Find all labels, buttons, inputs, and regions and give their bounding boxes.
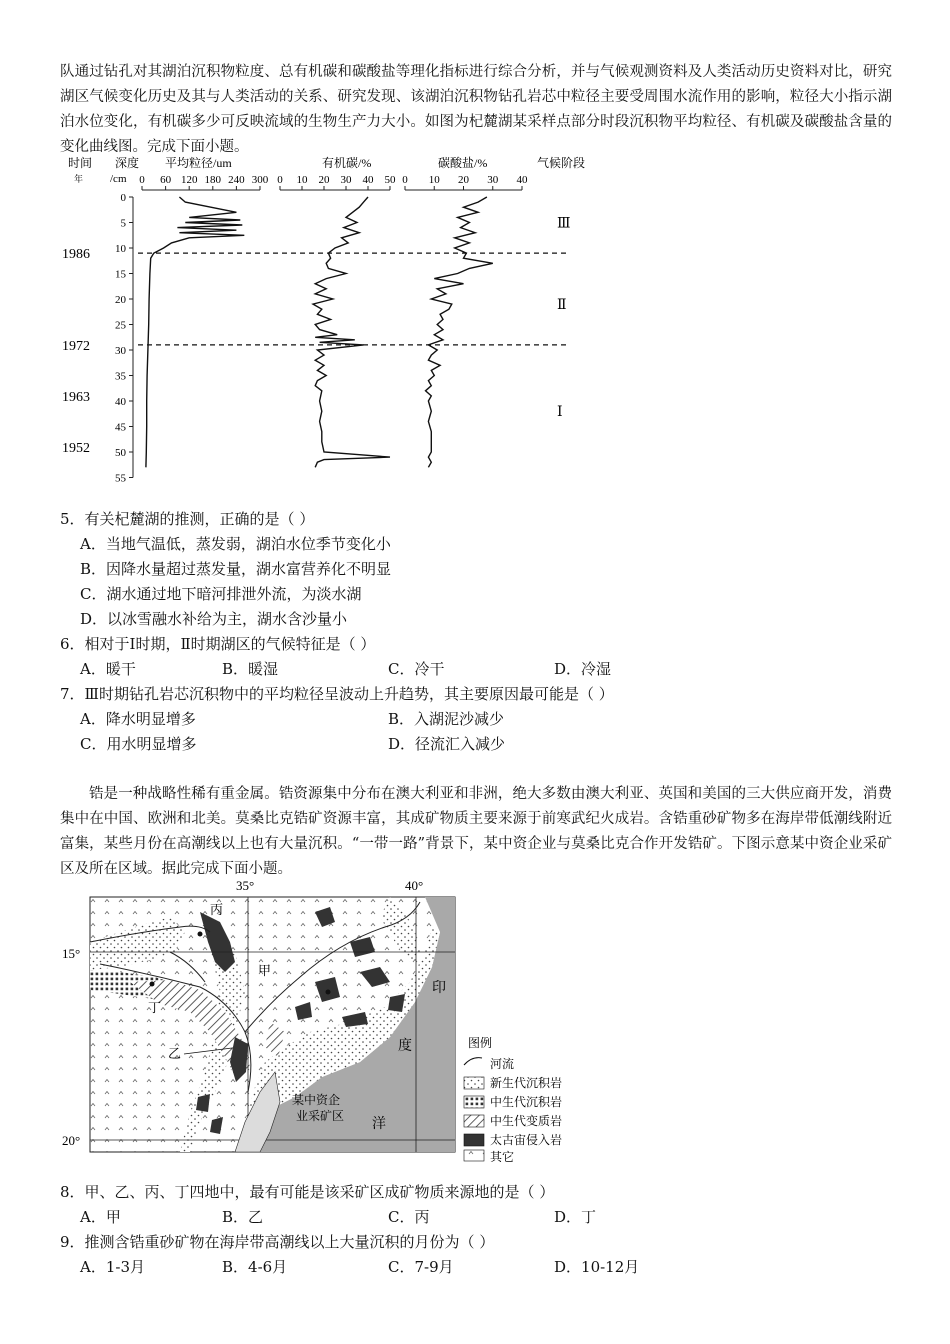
year-label: 1986 bbox=[62, 247, 90, 263]
grain-label: 平均粒径/um bbox=[165, 156, 232, 170]
legend-mesozoic: 中生代沉积岩 bbox=[490, 1095, 563, 1109]
stage-label: Ⅲ bbox=[557, 216, 571, 232]
q6-option-c[interactable]: C．冷干 bbox=[388, 660, 445, 678]
depth-tick-label: 50 bbox=[115, 447, 126, 459]
q7-option-c[interactable]: C．用水明显增多 bbox=[80, 735, 197, 753]
place-yi: 乙 bbox=[168, 1046, 182, 1061]
depth-tick-label: 30 bbox=[115, 345, 126, 357]
panel-tick-label: 240 bbox=[228, 174, 245, 186]
legend-other-swatch bbox=[464, 1150, 484, 1161]
panel-tick-label: 60 bbox=[160, 174, 172, 186]
q7-option-a[interactable]: A．降水明显增多 bbox=[80, 710, 196, 728]
carbonate-label: 碳酸盐/% bbox=[438, 156, 488, 170]
stage-label: Ⅱ bbox=[557, 298, 567, 314]
legend-metamorphic-swatch bbox=[464, 1115, 484, 1127]
passage-lake: 队通过钻孔对其湖泊沉积物粒度、总有机碳和碳酸盐等理化指标进行综合分析，并与气候观测资料及人类活动历史资料对比，研究湖区气候变化历史及其与人类活动的关系、研究发现、该湖泊沉积物钻孔岩芯中粒径主要受周围水流作用的影响，粒径大小指示湖泊水位变化，有机碳多少可反映流域的生物生产力大小。如图为杞麓湖某采样点部分时段沉积物平均粒径、有机碳及碳酸盐含量的变化曲线图。完成下面小题。 bbox=[60, 64, 892, 155]
place-bing-dot bbox=[198, 932, 203, 937]
panel-tick-label: 30 bbox=[340, 174, 352, 186]
panel-tick-label: 30 bbox=[487, 174, 499, 186]
mozambique-map bbox=[60, 872, 605, 1162]
panel-tick-label: 0 bbox=[277, 174, 283, 186]
place-bing: 丙 bbox=[210, 902, 224, 917]
q9-stem: 9．推测含锆重砂矿物在海岸带高潮线以上大量沉积的月份为（ ） bbox=[60, 1233, 495, 1251]
depth-tick-label: 5 bbox=[120, 217, 126, 230]
sediment-chart bbox=[60, 152, 620, 497]
lat-15: 15° bbox=[62, 946, 81, 961]
q6-stem: 6．相对于Ⅰ时期，Ⅱ时期湖区的气候特征是（ ） bbox=[60, 635, 376, 653]
q5-stem: 5．有关杞麓湖的推测，正确的是（ ） bbox=[60, 510, 315, 528]
depth-tick-label: 25 bbox=[115, 319, 126, 332]
legend-cenozoic: 新生代沉积岩 bbox=[490, 1076, 563, 1090]
q9-option-a[interactable]: A．1-3月 bbox=[80, 1258, 145, 1276]
q6-option-b[interactable]: B．暖湿 bbox=[222, 660, 279, 678]
panel-tick-label: 20 bbox=[458, 174, 469, 186]
lon-40: 40° bbox=[405, 878, 424, 893]
mine-label-1: 某中资企 bbox=[292, 1093, 341, 1107]
q8-option-b[interactable]: B．乙 bbox=[222, 1208, 264, 1226]
panel-tick-label: 10 bbox=[428, 174, 440, 186]
q7-stem: 7．Ⅲ时期钻孔岩芯沉积物中的平均粒径呈波动上升趋势，其主要原因最可能是（ ） bbox=[60, 685, 614, 703]
q9-option-d[interactable]: D．10-12月 bbox=[554, 1258, 640, 1276]
panel-tick-label: 300 bbox=[251, 174, 269, 186]
stage-label: 气候阶段 bbox=[537, 156, 586, 170]
ocean-label-3: 洋 bbox=[372, 1117, 386, 1132]
series-line-2 bbox=[426, 197, 493, 467]
q5-option-d[interactable]: D．以冰雪融水补给为主，湖水含沙量小 bbox=[80, 610, 348, 628]
panel-tick-label: 40 bbox=[516, 174, 528, 186]
depth-tick-label: 35 bbox=[115, 370, 126, 383]
panel-tick-label: 0 bbox=[402, 174, 408, 186]
q6-option-a[interactable]: A．暖干 bbox=[80, 660, 136, 678]
year-label: 1963 bbox=[62, 389, 90, 405]
ocean-label-1: 印 bbox=[432, 981, 446, 996]
place-jia-dot bbox=[326, 990, 331, 995]
legend-metamorphic: 中生代变质岩 bbox=[490, 1114, 563, 1128]
depth-tick-label: 10 bbox=[115, 243, 126, 255]
series-line-1 bbox=[313, 197, 390, 467]
q8-option-a[interactable]: A．甲 bbox=[80, 1208, 121, 1226]
q7-option-d[interactable]: D．径流汇入减少 bbox=[388, 735, 506, 753]
lat-20: 20° bbox=[62, 1133, 81, 1148]
depth-label: 深度 bbox=[115, 156, 140, 170]
depth-tick-label: 20 bbox=[115, 294, 126, 306]
mine-label-2: 业采矿区 bbox=[296, 1109, 345, 1123]
panel-tick-label: 10 bbox=[296, 174, 308, 186]
panel-tick-label: 120 bbox=[180, 174, 198, 186]
time-unit: 年 bbox=[74, 174, 84, 184]
passage-zircon: 锆是一种战略性稀有重金属。锆资源集中分布在澳大利亚和非洲，绝大多数由澳大利亚、英国和美国的三大供应商开发，消费集中在中国、欧洲和北美。莫桑比克锆矿资源丰富，其成矿物质主要来源于前寒武纪火成岩。含锆重砂矿物多在海岸带低潮线附近富集，某些月份在高潮线以上也有大量沉积。“一带一路”背景下，某中资企业与莫桑比克合作开发锆矿。下图示意某中资企业采矿区及所在区域。据此完成下面小题。 bbox=[60, 786, 892, 877]
q9-option-b[interactable]: B．4-6月 bbox=[222, 1258, 288, 1276]
depth-tick-label: 15 bbox=[115, 268, 126, 281]
series-line-0 bbox=[146, 197, 244, 467]
q5-option-c[interactable]: C．湖水通过地下暗河排泄外流，为淡水湖 bbox=[80, 585, 362, 603]
ocean-label-2: 度 bbox=[398, 1039, 412, 1054]
legend-other: 其它 bbox=[490, 1150, 515, 1162]
panel-tick-label: 50 bbox=[384, 174, 396, 186]
panel-tick-label: 0 bbox=[139, 174, 145, 186]
time-label: 时间 bbox=[68, 156, 93, 170]
stage-label: Ⅰ bbox=[557, 405, 563, 421]
depth-tick-label: 0 bbox=[120, 192, 126, 204]
q8-option-d[interactable]: D．丁 bbox=[554, 1208, 597, 1226]
depth-tick-label: 55 bbox=[115, 472, 126, 485]
panel-tick-label: 20 bbox=[318, 174, 330, 186]
legend-mesozoic-swatch bbox=[464, 1096, 484, 1108]
q7-option-b[interactable]: B．入湖泥沙减少 bbox=[388, 710, 505, 728]
q5-option-a[interactable]: A．当地气温低，蒸发弱，湖泊水位季节变化小 bbox=[80, 535, 391, 553]
place-ding-dot bbox=[150, 982, 155, 987]
depth-tick-label: 45 bbox=[115, 421, 126, 434]
q5-option-b[interactable]: B．因降水量超过蒸发量，湖水富营养化不明显 bbox=[80, 560, 392, 578]
q8-stem: 8．甲、乙、丙、丁四地中，最有可能是该采矿区成矿物质来源地的是（ ） bbox=[60, 1183, 555, 1201]
panel-tick-label: 40 bbox=[362, 174, 374, 186]
year-label: 1952 bbox=[62, 440, 90, 456]
panel-tick-label: 180 bbox=[204, 174, 222, 186]
legend-archean-swatch bbox=[464, 1134, 484, 1146]
q8-option-c[interactable]: C．丙 bbox=[388, 1208, 430, 1226]
place-ding: 丁 bbox=[148, 1000, 162, 1015]
legend-river-swatch bbox=[464, 1058, 482, 1065]
depth-unit: /cm bbox=[110, 173, 127, 185]
lon-35: 35° bbox=[236, 878, 255, 893]
legend-river: 河流 bbox=[490, 1057, 515, 1071]
legend-archean: 太古宙侵入岩 bbox=[490, 1133, 563, 1147]
q9-option-c[interactable]: C．7-9月 bbox=[388, 1258, 454, 1276]
organic-label: 有机碳/% bbox=[322, 156, 372, 170]
depth-tick-label: 40 bbox=[115, 396, 126, 408]
year-label: 1972 bbox=[62, 338, 90, 354]
place-jia: 甲 bbox=[258, 963, 272, 978]
legend-title: 图例 bbox=[468, 1036, 493, 1050]
legend-cenozoic-swatch bbox=[464, 1077, 484, 1089]
q6-option-d[interactable]: D．冷湿 bbox=[554, 660, 612, 678]
